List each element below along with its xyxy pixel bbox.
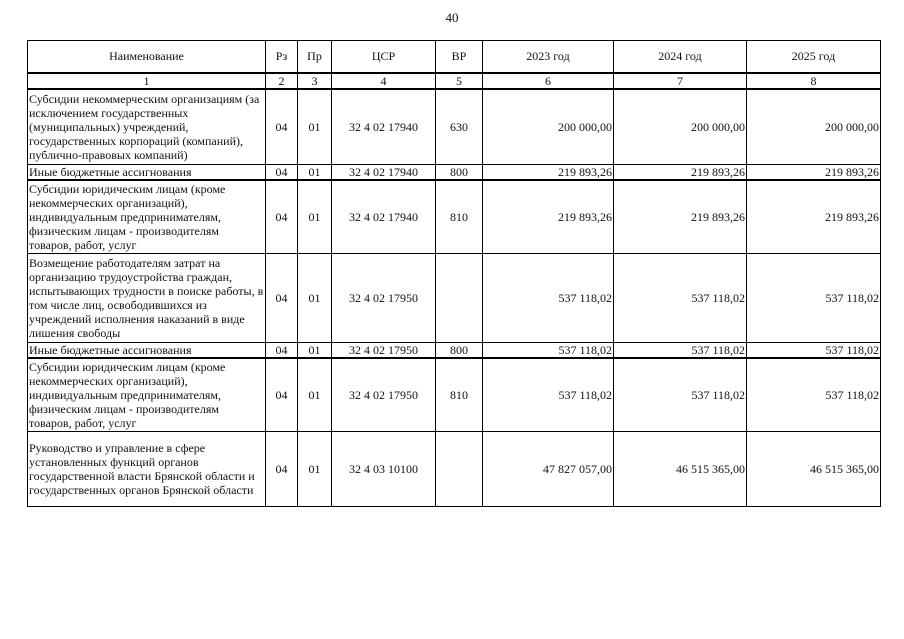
header-rz: Рз — [266, 41, 298, 74]
row-pr: 01 — [298, 358, 332, 432]
row-rz: 04 — [266, 432, 298, 507]
header-csr: ЦСР — [332, 41, 436, 74]
header-2025: 2025 год — [747, 41, 881, 74]
row-csr: 32 4 02 17950 — [332, 254, 436, 343]
row-amount-2024: 537 118,02 — [614, 254, 747, 343]
budget-table — [27, 40, 881, 507]
row-amount-2023: 537 118,02 — [483, 343, 614, 359]
table-row — [28, 358, 881, 432]
header-row — [28, 41, 881, 74]
row-vr — [436, 432, 483, 507]
row-csr: 32 4 02 17950 — [332, 358, 436, 432]
header-2023: 2023 год — [483, 41, 614, 74]
column-index: 3 — [298, 73, 332, 89]
row-amount-2025: 46 515 365,00 — [747, 432, 881, 507]
row-pr: 01 — [298, 89, 332, 165]
row-amount-2024: 219 893,26 — [614, 180, 747, 254]
row-rz: 04 — [266, 358, 298, 432]
row-csr: 32 4 03 10100 — [332, 432, 436, 507]
column-index: 1 — [28, 73, 266, 89]
row-amount-2025: 537 118,02 — [747, 343, 881, 359]
row-csr: 32 4 02 17940 — [332, 180, 436, 254]
column-index: 8 — [747, 73, 881, 89]
row-name: Руководство и управление в сфере установленных функций органов государственной власти Брянской области и государственных органов Брянской области — [28, 432, 266, 507]
row-pr: 01 — [298, 165, 332, 181]
row-amount-2023: 537 118,02 — [483, 358, 614, 432]
row-pr: 01 — [298, 180, 332, 254]
column-index: 5 — [436, 73, 483, 89]
row-name: Иные бюджетные ассигнования — [28, 165, 266, 181]
row-name: Иные бюджетные ассигнования — [28, 343, 266, 359]
table-row — [28, 180, 881, 254]
row-name: Субсидии юридическим лицам (кроме некоммерческих организаций), индивидуальным предпринимателям, физическим лицам - производителям товаров, работ, услуг — [28, 358, 266, 432]
table-row — [28, 254, 881, 343]
header-name: Наименование — [28, 41, 266, 74]
table-row — [28, 432, 881, 507]
row-rz: 04 — [266, 254, 298, 343]
row-amount-2025: 219 893,26 — [747, 165, 881, 181]
row-csr: 32 4 02 17940 — [332, 165, 436, 181]
row-vr: 810 — [436, 180, 483, 254]
row-vr: 810 — [436, 358, 483, 432]
column-index: 6 — [483, 73, 614, 89]
row-vr — [436, 254, 483, 343]
row-amount-2024: 200 000,00 — [614, 89, 747, 165]
row-amount-2023: 537 118,02 — [483, 254, 614, 343]
column-index: 7 — [614, 73, 747, 89]
column-index: 2 — [266, 73, 298, 89]
row-pr: 01 — [298, 254, 332, 343]
row-rz: 04 — [266, 89, 298, 165]
row-rz: 04 — [266, 180, 298, 254]
row-csr: 32 4 02 17940 — [332, 89, 436, 165]
row-amount-2025: 537 118,02 — [747, 358, 881, 432]
page-number: 40 — [445, 10, 459, 25]
header-2024: 2024 год — [614, 41, 747, 74]
row-amount-2024: 46 515 365,00 — [614, 432, 747, 507]
row-pr: 01 — [298, 343, 332, 359]
row-amount-2023: 200 000,00 — [483, 89, 614, 165]
row-amount-2024: 219 893,26 — [614, 165, 747, 181]
row-amount-2024: 537 118,02 — [614, 343, 747, 359]
row-vr: 630 — [436, 89, 483, 165]
row-rz: 04 — [266, 165, 298, 181]
header-vr: ВР — [436, 41, 483, 74]
row-rz: 04 — [266, 343, 298, 359]
header-pr: Пр — [298, 41, 332, 74]
row-amount-2023: 219 893,26 — [483, 180, 614, 254]
row-vr: 800 — [436, 343, 483, 359]
row-amount-2023: 47 827 057,00 — [483, 432, 614, 507]
row-amount-2025: 537 118,02 — [747, 254, 881, 343]
row-name: Возмещение работодателям затрат на организацию трудоустройства граждан, испытывающих трудности в поиске работы, в том числе лиц, освободившихся из учреждений исполнения наказаний в виде лишения свободы — [28, 254, 266, 343]
row-vr: 800 — [436, 165, 483, 181]
row-name: Субсидии некоммерческим организациям (за исключением государственных (муниципальных) учреждений, государственных корпораций (компаний), публично-правовых компаний) — [28, 89, 266, 165]
row-csr: 32 4 02 17950 — [332, 343, 436, 359]
column-index: 4 — [332, 73, 436, 89]
table-row — [28, 89, 881, 165]
table-row — [28, 343, 881, 359]
row-amount-2025: 200 000,00 — [747, 89, 881, 165]
table-row — [28, 165, 881, 181]
row-pr: 01 — [298, 432, 332, 507]
row-amount-2024: 537 118,02 — [614, 358, 747, 432]
column-index-row — [28, 73, 881, 89]
row-amount-2025: 219 893,26 — [747, 180, 881, 254]
row-amount-2023: 219 893,26 — [483, 165, 614, 181]
row-name: Субсидии юридическим лицам (кроме некоммерческих организаций), индивидуальным предпринимателям, физическим лицам - производителям товаров, работ, услуг — [28, 180, 266, 254]
